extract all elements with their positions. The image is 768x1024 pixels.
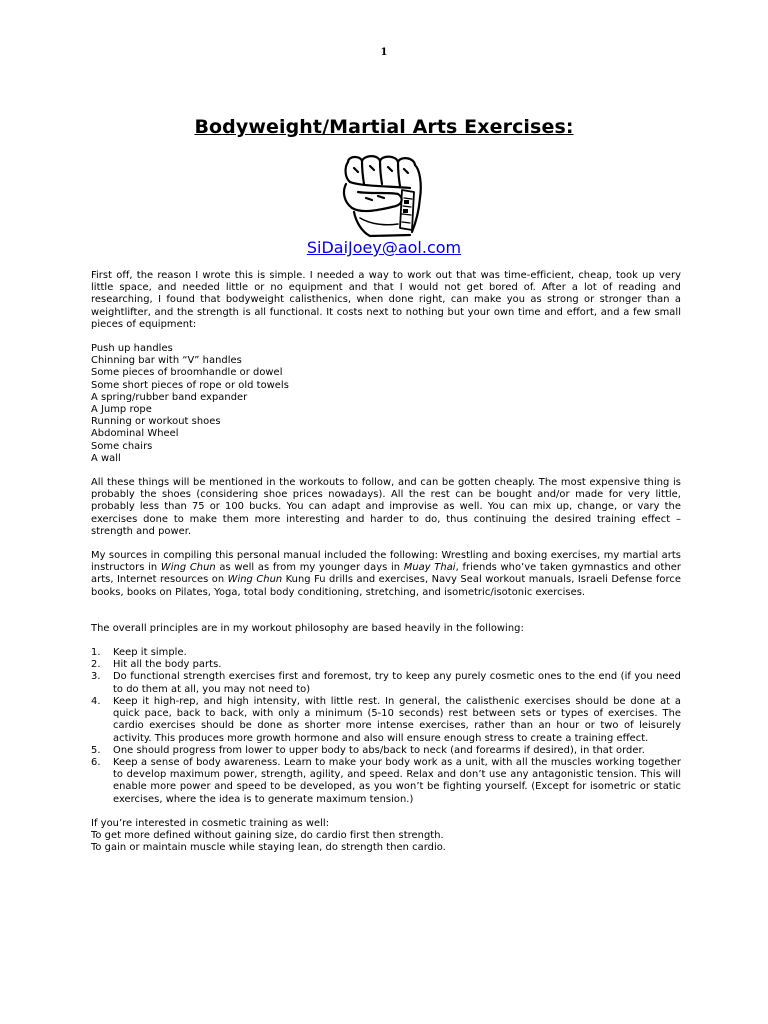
- list-item: A spring/rubber band expander: [91, 391, 248, 403]
- page-number: 1: [380, 47, 388, 58]
- intro-paragraph: First off, the reason I wrote this is simple. I needed a way to work out that was time-efficient, cheap, took up very little space, and needed little or no equipment and that I would not get bored of. After a lot of reading and researching, I found that bodyweight calisthenics, when done right, can make you as strong or stronger than a weightlifter, and the strength is all functional. It costs next to nothing but your own time and effort, and a few small pieces of equipment:: [91, 270, 681, 330]
- cosmetic-line: To get more defined without gaining size, do cardio first then strength.: [91, 829, 444, 841]
- list-item: [91, 671, 681, 695]
- page-title: Bodyweight/Martial Arts Exercises:: [194, 116, 574, 138]
- sources-text: My sources in compiling this personal manual included the following: Wrestling and boxing exercises, my martial arts instructors in: [91, 550, 681, 574]
- list-item: Some pieces of broomhandle or dowel: [91, 367, 283, 379]
- cosmetic-intro: If you’re interested in cosmetic training as well:: [91, 817, 330, 829]
- sources-emphasis: Wing Chun: [227, 574, 283, 586]
- list-item: Chinning bar with “V” handles: [91, 355, 242, 367]
- sources-emphasis: Muay Thai: [403, 562, 456, 574]
- equipment-list: [91, 343, 681, 465]
- principles-list: [91, 647, 681, 806]
- list-item: [91, 696, 681, 745]
- sources-emphasis: Wing Chun: [160, 562, 216, 574]
- sources-text: as well as from my younger days in: [215, 562, 404, 574]
- list-item: Running or workout shoes: [91, 416, 221, 428]
- principles-intro: The overall principles are in my workout philosophy are based heavily in the following:: [91, 622, 524, 634]
- document-body: [91, 270, 681, 854]
- list-number: 3.: [91, 671, 101, 683]
- list-number: 6.: [91, 756, 101, 768]
- list-item: [91, 647, 681, 659]
- email-link[interactable]: SiDaiJoey@aol.com: [306, 238, 462, 257]
- fist-illustration: [340, 152, 428, 238]
- list-item: [91, 745, 681, 757]
- list-item: Push up handles: [91, 343, 173, 355]
- list-item: A Jump rope: [91, 404, 152, 416]
- list-text: One should progress from lower to upper body to abs/back to neck (and forearms if desired), in that order.: [113, 744, 645, 756]
- sources-text: , friends who’ve taken gymnastics and other arts, Internet resources on: [91, 562, 681, 586]
- cost-paragraph: All these things will be mentioned in the workouts to follow, and can be gotten cheaply. The most expensive thing is probably the shoes (considering shoe prices nowadays). All the rest can be bought and/or made for very little, probably less than 75 or 100 bucks. You can adapt and improvise as well. You can mix up, change, or vary the exercises done to make them more interesting and harder to do, thus continuing the desired training effect – strength and power.: [91, 477, 681, 537]
- list-text: Keep a sense of body awareness. Learn to make your body work as a unit, with all the muscles working together to develop maximum power, strength, agility, and speed. Relax and don’t use any antagonistic tension. This will enable more power and speed to be developed, as you won’t be fighting yourself. (Except for isometric or static exercises, where the idea is to generate maximum tension.): [113, 756, 681, 805]
- list-number: 4.: [91, 695, 101, 707]
- sources-paragraph: [91, 550, 681, 599]
- sources-text: Kung Fu drills and exercises, Navy Seal workout manuals, Israeli Defense force books, books on Pilates, Yoga, total body conditioning, stretching, and isometric/isotonic exercises.: [91, 574, 681, 598]
- cosmetic-line: To gain or maintain muscle while staying lean, do strength then cardio.: [91, 842, 446, 854]
- list-item: Abdominal Wheel: [91, 428, 179, 440]
- list-number: 5.: [91, 744, 101, 756]
- list-item: A wall: [91, 452, 121, 464]
- list-item: Some short pieces of rope or old towels: [91, 379, 289, 391]
- list-text: Hit all the body parts.: [113, 659, 222, 671]
- list-number: 2.: [91, 659, 101, 671]
- list-item: Some chairs: [91, 440, 153, 452]
- list-item: [91, 757, 681, 806]
- list-text: Keep it high-rep, and high intensity, with little rest. In general, the calisthenic exercises should be done at a quick pace, back to back, with only a minimum (5-10 seconds) rest between sets or types of exercises. The cardio exercises should be done as shorter more intense exercises, rather than an hour or two of leisurely activity. This produces more growth hormone and also will ensure enough stress to create a training effect.: [113, 695, 681, 744]
- list-text: Do functional strength exercises first and foremost, try to keep any purely cosmetic ones to the end (if you need to do them at all, you may not need to): [113, 671, 681, 695]
- list-number: 1.: [91, 647, 101, 659]
- list-text: Keep it simple.: [113, 647, 187, 659]
- list-item: [91, 659, 681, 671]
